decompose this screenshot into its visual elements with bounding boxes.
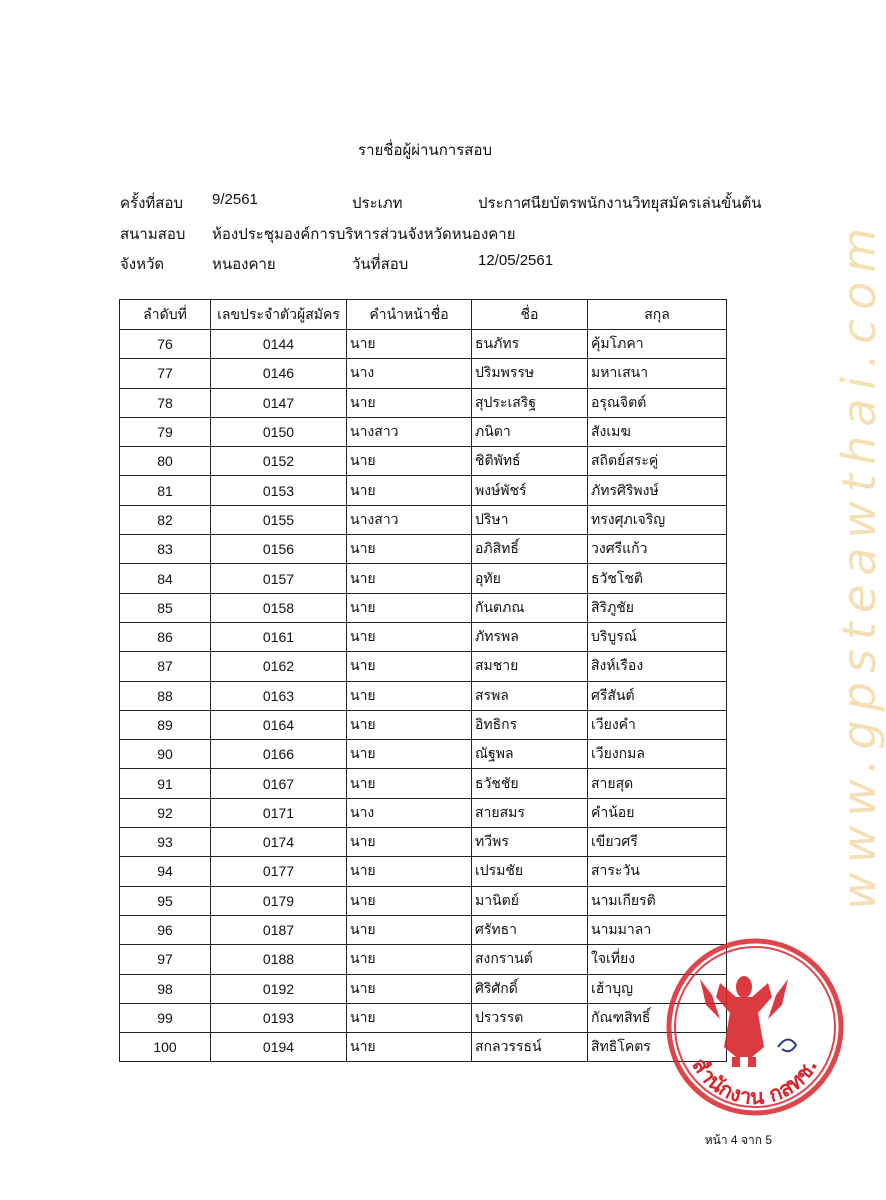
table-row — [120, 945, 727, 974]
cell-order: 88 — [120, 681, 211, 710]
cell-order: 98 — [120, 974, 211, 1003]
cell-candidate-id: 0164 — [211, 710, 347, 739]
table-row — [120, 359, 727, 388]
cell-prefix: นาย — [347, 857, 472, 886]
cell-prefix: นาย — [347, 1003, 472, 1032]
cell-order: 89 — [120, 710, 211, 739]
cell-prefix: นาย — [347, 593, 472, 622]
cell-prefix: นาย — [347, 681, 472, 710]
col-header-prefix: คำนำหน้าชื่อ — [347, 300, 472, 330]
cell-first-name: ศิริศักดิ์ — [472, 974, 588, 1003]
cell-last-name: เวียงคำ — [588, 710, 727, 739]
table-row — [120, 505, 727, 534]
col-header-order: ลำดับที่ — [120, 300, 211, 330]
cell-first-name: สกลวรรธน์ — [472, 1033, 588, 1062]
cell-last-name: เขียวศรี — [588, 828, 727, 857]
table-row — [120, 710, 727, 739]
table-row — [120, 476, 727, 505]
cell-candidate-id: 0162 — [211, 652, 347, 681]
table-row — [120, 330, 727, 359]
cell-first-name: สายสมร — [472, 798, 588, 827]
cell-prefix: นาย — [347, 710, 472, 739]
venue-value: ห้องประชุมองค์การบริหารส่วนจังหวัดหนองคาย — [212, 226, 516, 243]
cell-prefix: นาย — [347, 447, 472, 476]
cell-prefix: นาย — [347, 828, 472, 857]
cell-first-name: อุทัย — [472, 564, 588, 593]
cell-last-name: นามมาลา — [588, 915, 727, 944]
cell-last-name: สิงห์เรือง — [588, 652, 727, 681]
exam-round-value: 9/2561 — [212, 191, 258, 208]
cell-prefix: นางสาว — [347, 417, 472, 446]
table-header-row — [120, 300, 727, 330]
cell-last-name: ภัทรศิริพงษ์ — [588, 476, 727, 505]
cell-first-name: สงกรานต์ — [472, 945, 588, 974]
cell-last-name: มหาเสนา — [588, 359, 727, 388]
exam-date-label: วันที่สอบ — [352, 256, 409, 273]
cell-last-name: สังเมฆ — [588, 417, 727, 446]
cell-candidate-id: 0146 — [211, 359, 347, 388]
cell-candidate-id: 0152 — [211, 447, 347, 476]
cell-last-name: คุ้มโภคา — [588, 330, 727, 359]
cell-last-name: บริบูรณ์ — [588, 622, 727, 651]
table-row — [120, 652, 727, 681]
cell-order: 91 — [120, 769, 211, 798]
table-row — [120, 1033, 727, 1062]
cell-order: 84 — [120, 564, 211, 593]
cell-first-name: พงษ์พัชร์ — [472, 476, 588, 505]
cell-order: 78 — [120, 388, 211, 417]
province-value: หนองคาย — [212, 256, 276, 273]
cell-prefix: นาย — [347, 769, 472, 798]
seal-text: สำนักงาน กสทช. — [687, 1053, 823, 1110]
cell-candidate-id: 0163 — [211, 681, 347, 710]
cell-first-name: สุประเสริฐ — [472, 388, 588, 417]
cell-first-name: ปริมพรรษ — [472, 359, 588, 388]
cell-first-name: ภนิตา — [472, 417, 588, 446]
cell-order: 100 — [120, 1033, 211, 1062]
cell-order: 92 — [120, 798, 211, 827]
cell-prefix: นาย — [347, 886, 472, 915]
col-header-first-name: ชื่อ — [472, 300, 588, 330]
cell-prefix: นาย — [347, 974, 472, 1003]
cell-last-name: คำน้อย — [588, 798, 727, 827]
cell-candidate-id: 0188 — [211, 945, 347, 974]
cell-order: 82 — [120, 505, 211, 534]
cell-candidate-id: 0177 — [211, 857, 347, 886]
cell-last-name: นามเกียรติ — [588, 886, 727, 915]
cell-last-name: สิริภูชัย — [588, 593, 727, 622]
table-row — [120, 769, 727, 798]
exam-type-value: ประกาศนียบัตรพนักงานวิทยุสมัครเล่นขั้นต้น — [478, 195, 762, 212]
cell-first-name: ศรัทธา — [472, 915, 588, 944]
cell-last-name: ใจเที่ยง — [588, 945, 727, 974]
cell-last-name: สถิตย์สระคู่ — [588, 447, 727, 476]
table-row — [120, 798, 727, 827]
exam-round-label: ครั้งที่สอบ — [120, 195, 183, 212]
cell-candidate-id: 0153 — [211, 476, 347, 505]
cell-first-name: กันตภณ — [472, 593, 588, 622]
candidate-table — [119, 299, 727, 1062]
cell-candidate-id: 0144 — [211, 330, 347, 359]
cell-first-name: ปรวรรต — [472, 1003, 588, 1032]
cell-candidate-id: 0187 — [211, 915, 347, 944]
cell-prefix: นาย — [347, 476, 472, 505]
cell-last-name: กัณฑสิทธิ์ — [588, 1003, 727, 1032]
cell-first-name: ภัทรพล — [472, 622, 588, 651]
cell-candidate-id: 0166 — [211, 740, 347, 769]
cell-last-name: อรุณจิตต์ — [588, 388, 727, 417]
cell-prefix: นาย — [347, 388, 472, 417]
table-row — [120, 447, 727, 476]
cell-order: 79 — [120, 417, 211, 446]
cell-last-name: สายสุด — [588, 769, 727, 798]
cell-prefix: นาง — [347, 359, 472, 388]
page-title: รายชื่อผู้ผ่านการสอบ — [358, 142, 492, 159]
cell-first-name: ธนภัทร — [472, 330, 588, 359]
exam-type-label: ประเภท — [352, 195, 403, 212]
cell-candidate-id: 0156 — [211, 535, 347, 564]
cell-candidate-id: 0193 — [211, 1003, 347, 1032]
cell-order: 97 — [120, 945, 211, 974]
cell-last-name: ธวัชโชติ — [588, 564, 727, 593]
cell-prefix: นาย — [347, 564, 472, 593]
cell-candidate-id: 0155 — [211, 505, 347, 534]
cell-order: 85 — [120, 593, 211, 622]
table-row — [120, 593, 727, 622]
cell-first-name: ณัฐพล — [472, 740, 588, 769]
cell-candidate-id: 0171 — [211, 798, 347, 827]
cell-candidate-id: 0150 — [211, 417, 347, 446]
cell-prefix: นาย — [347, 330, 472, 359]
cell-candidate-id: 0192 — [211, 974, 347, 1003]
cell-first-name: ปริษา — [472, 505, 588, 534]
cell-order: 87 — [120, 652, 211, 681]
cell-order: 99 — [120, 1003, 211, 1032]
cell-candidate-id: 0147 — [211, 388, 347, 417]
official-seal — [660, 935, 850, 1125]
cell-order: 90 — [120, 740, 211, 769]
table-row — [120, 740, 727, 769]
col-header-candidate-id: เลขประจำตัวผู้สมัคร — [211, 300, 347, 330]
cell-first-name: ชิติพัทธ์ — [472, 447, 588, 476]
province-label: จังหวัด — [120, 256, 165, 273]
cell-order: 93 — [120, 828, 211, 857]
venue-label: สนามสอบ — [120, 226, 186, 243]
table-row — [120, 1003, 727, 1032]
cell-prefix: นาย — [347, 1033, 472, 1062]
table-row — [120, 886, 727, 915]
watermark — [770, 150, 886, 930]
table-row — [120, 828, 727, 857]
cell-first-name: สมชาย — [472, 652, 588, 681]
table-row — [120, 681, 727, 710]
cell-order: 76 — [120, 330, 211, 359]
cell-last-name: ทรงศุภเจริญ — [588, 505, 727, 534]
cell-candidate-id: 0157 — [211, 564, 347, 593]
cell-prefix: นาย — [347, 652, 472, 681]
cell-last-name: เวียงกมล — [588, 740, 727, 769]
cell-last-name: เฮ้าบุญ — [588, 974, 727, 1003]
cell-order: 95 — [120, 886, 211, 915]
cell-first-name: ทวีพร — [472, 828, 588, 857]
cell-order: 80 — [120, 447, 211, 476]
cell-first-name: เปรมชัย — [472, 857, 588, 886]
garuda-emblem — [700, 976, 788, 1067]
cell-candidate-id: 0167 — [211, 769, 347, 798]
cell-first-name: อภิสิทธิ์ — [472, 535, 588, 564]
table-row — [120, 417, 727, 446]
cell-order: 94 — [120, 857, 211, 886]
exam-date-value: 12/05/2561 — [478, 252, 554, 269]
table-row — [120, 915, 727, 944]
table-row — [120, 974, 727, 1003]
cell-first-name: ธวัชชัย — [472, 769, 588, 798]
cell-first-name: มานิตย์ — [472, 886, 588, 915]
col-header-last-name: สกุล — [588, 300, 727, 330]
cell-prefix: นางสาว — [347, 505, 472, 534]
table-row — [120, 622, 727, 651]
table-body — [120, 330, 727, 1062]
table-row — [120, 857, 727, 886]
cell-prefix: นาย — [347, 915, 472, 944]
cell-last-name: วงศรีแก้ว — [588, 535, 727, 564]
cell-candidate-id: 0161 — [211, 622, 347, 651]
table-row — [120, 535, 727, 564]
cell-prefix: นาย — [347, 945, 472, 974]
cell-order: 83 — [120, 535, 211, 564]
watermark-text: www.gpsteawthai.com — [832, 218, 886, 910]
cell-last-name: ศรีสันต์ — [588, 681, 727, 710]
cell-candidate-id: 0174 — [211, 828, 347, 857]
page-number: หน้า 4 จาก 5 — [704, 1133, 772, 1147]
cell-candidate-id: 0179 — [211, 886, 347, 915]
table-row — [120, 564, 727, 593]
cell-prefix: นาง — [347, 798, 472, 827]
cell-order: 86 — [120, 622, 211, 651]
cell-order: 96 — [120, 915, 211, 944]
cell-prefix: นาย — [347, 622, 472, 651]
cell-last-name: สาระวัน — [588, 857, 727, 886]
cell-first-name: อิทธิกร — [472, 710, 588, 739]
cell-first-name: สรพล — [472, 681, 588, 710]
cell-candidate-id: 0158 — [211, 593, 347, 622]
cell-prefix: นาย — [347, 740, 472, 769]
table-row — [120, 388, 727, 417]
cell-last-name: สิทธิโคตร — [588, 1033, 727, 1062]
cell-order: 77 — [120, 359, 211, 388]
cell-candidate-id: 0194 — [211, 1033, 347, 1062]
signature-mark — [778, 1039, 796, 1051]
cell-order: 81 — [120, 476, 211, 505]
cell-prefix: นาย — [347, 535, 472, 564]
